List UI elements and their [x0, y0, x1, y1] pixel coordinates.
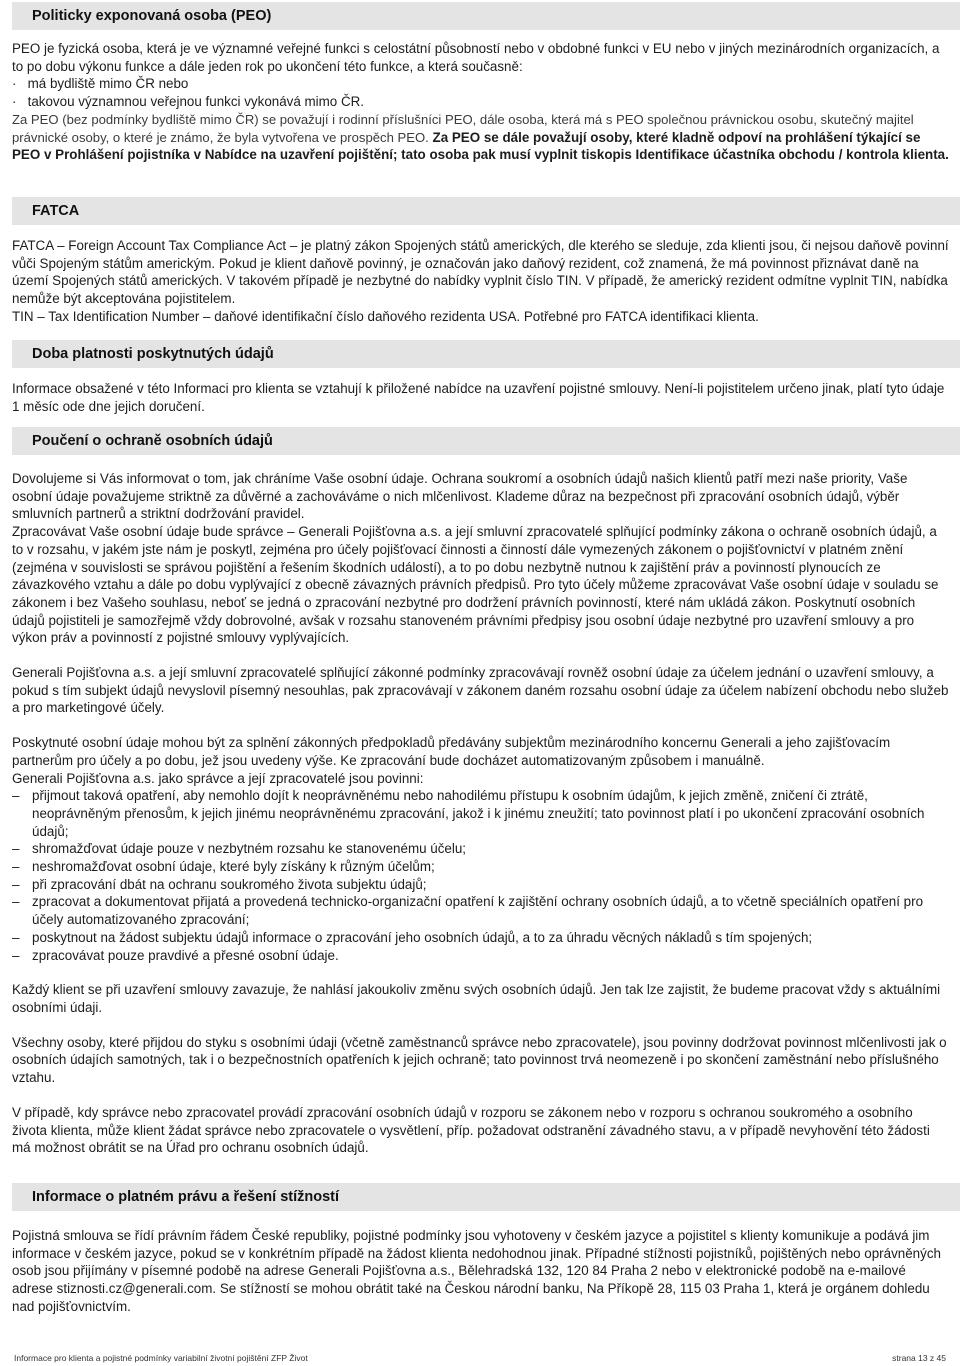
list-item: · takovou významnou veřejnou funkci vykonává mimo ČR. — [12, 94, 365, 110]
paragraph: TIN – Tax Identification Number – daňové identifikační číslo daňového rezidenta USA. Potřebné pro FATCA identifikaci klienta. — [12, 308, 759, 324]
list-item: – přijmout taková opatření, aby nemohlo dojít k neoprávněnému nebo nahodilému přístupu k osobním údajům, k jejich změně, zničení či ztrátě, neoprávněným přenosům, k jejich jinému neoprávněnému zpracování, jakož i k jinému zneužití; tato povinnost platí i po ukončení zpracování osobních údajů; — [12, 787, 950, 840]
page-number: strana 13 z 45 — [892, 1353, 946, 1363]
list-item: – zpracovat a dokumentovat přijatá a provedená technicko-organizační opatření k zajištění ochrany osobních údajů, a to včetně speciálních opatření pro účely automatizovaného zpracování; — [12, 893, 950, 928]
list-item: – neshromažďovat osobní údaje, které byly získány k různým účelům; — [12, 858, 950, 876]
footer-title: Informace pro klienta a pojistné podmínky variabilní životní pojištění ZFP Život — [14, 1353, 308, 1363]
section-validity-body — [12, 380, 950, 415]
section-privacy-body — [12, 470, 950, 1157]
list-item: – při zpracování dbát na ochranu soukromého života subjektu údajů; — [12, 876, 950, 894]
section-header-law — [12, 1183, 960, 1211]
section-header-fatca — [12, 197, 960, 225]
section-peo-body — [12, 40, 950, 164]
section-title: Doba platnosti poskytnutých údajů — [32, 346, 274, 362]
paragraph: Všechny osoby, které přijdou do styku s osobními údaji (včetně zaměstnanců správce nebo zpracovatele), jsou povinny dodržovat povinnost mlčenlivosti jak o osobních údajích samotných, tak i o bezpečnostních opatřeních k jejich ochraně; tato povinnost trvá neomezeně i po skončení zaměstnání nebo příslušného vztahu. — [12, 1034, 947, 1086]
section-header-peo — [12, 2, 960, 30]
paragraph: Každý klient se při uzavření smlouvy zavazuje, že nahlásí jakoukoliv změnu svých osobních údajů. Jen tak lze zajistit, že budeme pracovat vždy s aktuálními osobními údaji. — [12, 982, 941, 1015]
paragraph: Generali Pojišťovna a.s. jako správce a její zpracovatelé jsou povinni: — [12, 770, 424, 786]
list-item: – zpracovávat pouze pravdivé a přesné osobní údaje. — [12, 947, 950, 965]
list-item: – shromažďovat údaje pouze v nezbytném rozsahu ke stanovenému účelu; — [12, 840, 950, 858]
section-title: Poučení o ochraně osobních údajů — [32, 433, 273, 449]
section-header-privacy — [12, 427, 960, 455]
paragraph: V případě, kdy správce nebo zpracovatel provádí zpracování osobních údajů v rozporu se zákonem nebo v rozporu s ochranou soukromého a osobního života klienta, může klient žádat správce nebo zpracovatele o vysvětlení, příp. požadovat odstranění závadného stavu, a v případě nevyhovění této žádosti má možnost obrátit se na Úřad pro ochranu osobních údajů. — [12, 1104, 930, 1156]
section-title: FATCA — [32, 203, 80, 219]
section-header-validity — [12, 340, 960, 368]
paragraph: Pojistná smlouva se řídí právním řádem České republiky, pojistné podmínky jsou vyhotoveny v českém jazyce a pojistitel s klienty komunikuje a podává jim informace v českém jazyce, pokud se v konkrétním případě na žádost klienta nedohodnou jinak. Případné stížnosti pojistníků, pojištěných nebo oprávněných osob jsou přijímány v písemné podobě na adrese Generali Pojišťovna a.s., Bělehradská 132, 120 84 Praha 2 nebo v elektronické podobě na e-mailové adrese stiznosti.cz@generali.com. Se stížností se mohou obrátit také na Českou národní banku, Na Příkopě 28, 115 03 Praha 1, která je orgánem dohledu nad pojišťovnictvím. — [12, 1228, 941, 1314]
paragraph: Informace obsažené v této Informaci pro klienta se vztahují k přiložené nabídce na uzavření pojistné smlouvy. Není-li pojistitelem určeno jinak, platí tyto údaje 1 měsíc ode dne jejich doručení. — [12, 381, 945, 414]
paragraph: Za PEO (bez podmínky bydliště mimo ČR) se považují i rodinní příslušníci PEO, dále osoba, která má s PEO společnou právnickou osobu, skutečný majitel právnické osoby, o které je známo, že byla vytvořena ve prospěch PEO. Za PEO se dále považují osoby, které kladně odpoví na prohlášení týkající se PEO v Prohlášení pojistníka v Nabídce na uzavření pojištění; tato osoba pak musí vyplnit tiskopis Identifikace účastníka obchodu / kontrola klienta. — [12, 111, 949, 163]
paragraph: Dovolujeme si Vás informovat o tom, jak chráníme Vaše osobní údaje. Ochrana soukromí a osobních údajů našich klientů patří mezi naše priority, Vaše osobní údaje považujeme striktně za důvěrné a zachováváme o nich mlčenlivost. Klademe důraz na bezpečnost při zpracování osobních údajů, výběr smluvních partnerů a striktní dodržování pravidel. — [12, 471, 908, 522]
paragraph: Generali Pojišťovna a.s. a její smluvní zpracovatelé splňující zákonné podmínky zpracovávají rovněž osobní údaje za účelem jednání o uzavření smlouvy, a pokud s tím subjekt údajů nevyslovil písemný nesouhlas, pak zpracovávají v zákonem daném rozsahu osobní údaje za účelem nabízení obchodu nebo služeb a pro marketingové účely. — [12, 665, 949, 716]
paragraph: Zpracovávat Vaše osobní údaje bude správce – Generali Pojišťovna a.s. a její smluvní zpracovatelé splňující podmínky zákona o ochraně osobních údajů, a to v rozsahu, v jakém jste nám je poskytl, zejména pro účely pojišťovací činnosti a činností dále vymezených zákonem o pojišťovnictví v platném znění (zejména v souvislosti se správou pojištění a řešením škodních událostí), a to po dobu nezbytně nutnou k zajištění práv a povinností plynoucích ze závazkového vztahu a dále po dobu vyplývající z obecně závazných právních předpisů. Pro tyto účely můžeme zpracovávat Vaše osobní údaje v souladu se zákonem i bez Vašeho souhlasu, neboť se jedná o zpracování nezbytné pro dodržení právních povinností, které nám ukládá zákon. Poskytnutí osobních údajů pojistiteli je samozřejmě vždy dobrovolné, avšak v rozsahu stanoveném právními předpisy jsou osobní údaje nezbytné pro uzavření smlouvy a pro výkon práv a povinností z pojistné smlouvy vyplývajících. — [12, 524, 939, 646]
section-law-body — [12, 1227, 950, 1316]
list-item: – poskytnout na žádost subjektu údajů informace o zpracování jeho osobních údajů, a to za úhradu věcných nákladů s tím spojených; — [12, 929, 950, 947]
section-fatca-body — [12, 237, 950, 326]
list-item: · má bydliště mimo ČR nebo — [12, 76, 189, 92]
paragraph: Poskytnuté osobní údaje mohou být za splnění zákonných předpokladů předávány subjektům mezinárodního koncernu Generali a jeho zajišťovacím partnerům pro účely a po dobu, jež jsou uvedeny výše. Ke zpracování bude docházet automatizovaným způsobem i manuálně. — [12, 735, 891, 768]
paragraph: PEO je fyzická osoba, která je ve významné veřejné funkci s celostátní působností nebo v obdobné funkci v EU nebo v jiných mezinárodních organizacích, a to po dobu výkonu funkce a dále jeden rok po ukončení této funkce, a která současně: — [12, 41, 940, 74]
paragraph: FATCA – Foreign Account Tax Compliance Act – je platný zákon Spojených států amerických, dle kterého se sleduje, zda klienti jsou, či nejsou daňově povinní vůči Spojeným státům americkým. Pokud je klient daňově povinný, je označován jako daňový rezident, což znamená, že má povinnost přiznávat daně na území Spojených států amerických. V takovém případě je nezbytné do nabídky vyplnit číslo TIN. V případě, že americký rezident odmítne vyplnit TIN, nabídka nemůže být akceptována pojistitelem. — [12, 238, 949, 307]
section-title: Informace o platném právu a řešení stížností — [32, 1189, 339, 1205]
obligations-list — [12, 787, 950, 964]
section-title: Politicky exponovaná osoba (PEO) — [32, 8, 272, 24]
